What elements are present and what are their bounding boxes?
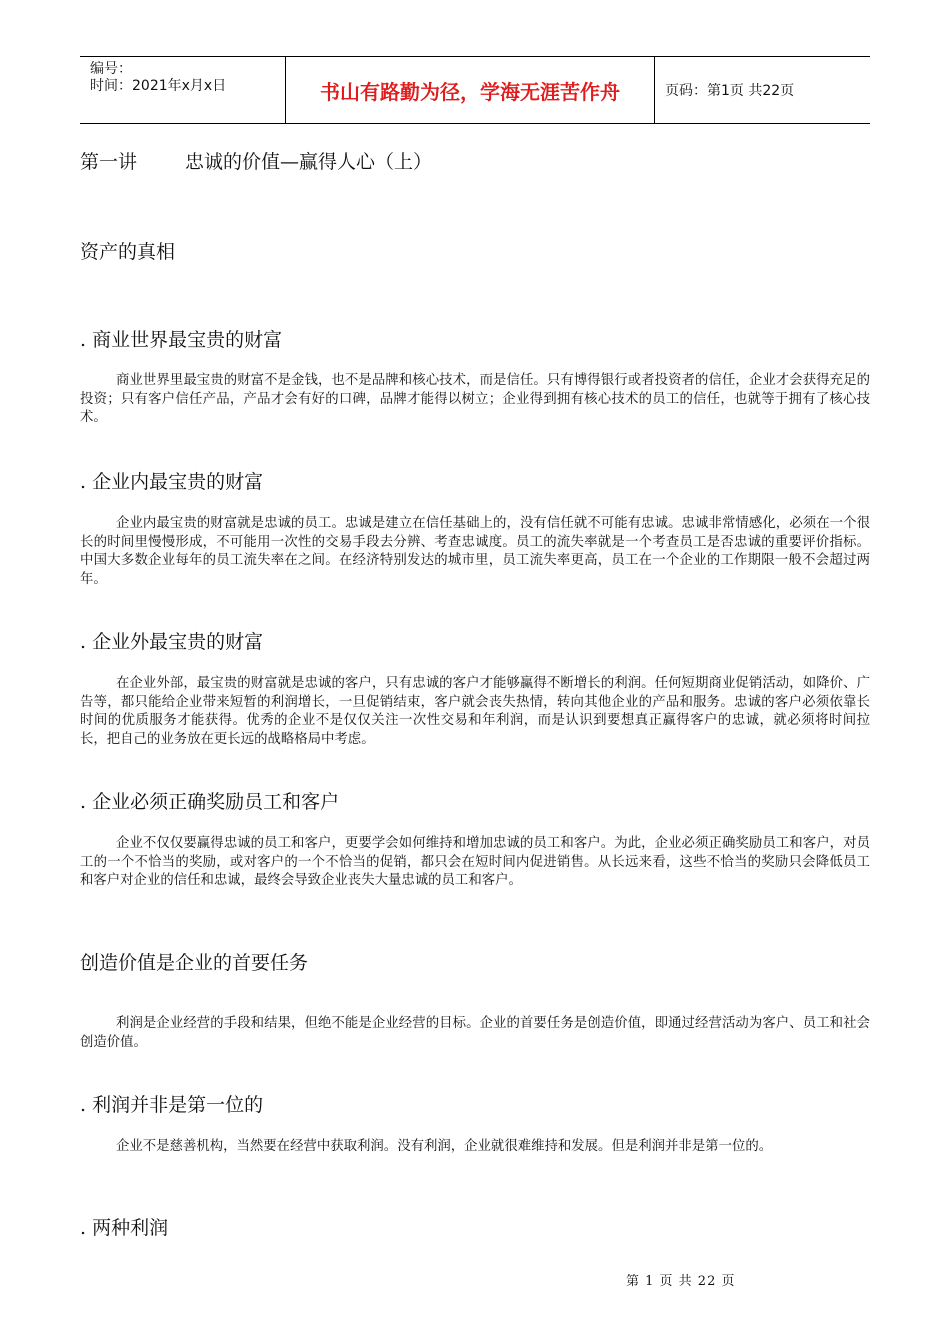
- header-meta: [80, 57, 285, 123]
- section-heading: . 利润并非是第一位的: [80, 1094, 264, 1116]
- section-paragraph: 利润是企业经营的手段和结果，但绝不能是企业经营的目标。企业的首要任务是创造价值，即通过经营活动为客户、员工和社会创造价值。: [80, 1016, 870, 1050]
- section-paragraph: 企业不是慈善机构，当然要在经营中获取利润。没有利润，企业就很难维持和发展。但是利润并非是第一位的。: [116, 1139, 773, 1154]
- section-heading: . 商业世界最宝贵的财富: [80, 329, 283, 351]
- lecture-number: 第一讲: [80, 151, 138, 173]
- section-paragraph: 企业内最宝贵的财富就是忠诚的员工。忠诚是建立在信任基础上的，没有信任就不可能有忠诚。忠诚非常情感化，必须在一个很长的时间里慢慢形成，不可能用一次性的交易手段去分辨、考查忠诚度。员工的流失率就是一个考查员工是否忠诚的重要评价指标。中国大多数企业每年的员工流失率在之间。在经济特别发达的城市里，员工流失率更高，员工在一个企业的工作期限一般不会超过两年。: [80, 516, 870, 587]
- header-page-code: 页码：第1页 共22页: [665, 83, 795, 99]
- header-motto: 书山有路勤为径，学海无涯苦作舟: [285, 57, 655, 123]
- header-time-label: 时间：2021年x月x日: [90, 78, 227, 94]
- section-paragraph: 商业世界里最宝贵的财富不是金钱，也不是品牌和核心技术，而是信任。只有博得银行或者投资者的信任，企业才会获得充足的投资；只有客户信任产品，产品才会有好的口碑，品牌才能得以树立；企业得到拥有核心技术的员工的信任，也就等于拥有了核心技术。: [80, 373, 870, 426]
- section-heading: 创造价值是企业的首要任务: [80, 952, 309, 974]
- page-header: [80, 56, 870, 124]
- section-heading: . 企业内最宝贵的财富: [80, 471, 264, 493]
- page-footer: 第 1 页 共 22 页: [626, 1274, 736, 1289]
- header-number-label: 编号：: [90, 61, 132, 77]
- section-heading: . 企业必须正确奖励员工和客户: [80, 791, 340, 813]
- section-heading: 资产的真相: [80, 241, 176, 263]
- section-heading: . 两种利润: [80, 1217, 169, 1239]
- section-paragraph: 企业不仅仅要赢得忠诚的员工和客户，更要学会如何维持和增加忠诚的员工和客户。为此，企业必须正确奖励员工和客户，对员工的一个不恰当的奖励，或对客户的一个不恰当的促销，都只会在短时间内促进销售。从长远来看，这些不恰当的奖励只会降低员工和客户对企业的信任和忠诚，最终会导致企业丧失大量忠诚的员工和客户。: [80, 836, 870, 889]
- section-heading: . 企业外最宝贵的财富: [80, 631, 264, 653]
- lecture-title: [80, 150, 432, 174]
- section-paragraph: 在企业外部，最宝贵的财富就是忠诚的客户，只有忠诚的客户才能够赢得不断增长的利润。任何短期商业促销活动，如降价、广告等，都只能给企业带来短暂的利润增长，一旦促销结束，客户就会丧失热情，转向其他企业的产品和服务。忠诚的客户必须依靠长时间的优质服务才能获得。优秀的企业不是仅仅关注一次性交易和年利润，而是认识到要想真正赢得客户的忠诚，就必须将时间拉长，把自己的业务放在更长远的战略格局中考虑。: [80, 676, 870, 747]
- lecture-name: 忠诚的价值—赢得人心（上）: [185, 151, 433, 173]
